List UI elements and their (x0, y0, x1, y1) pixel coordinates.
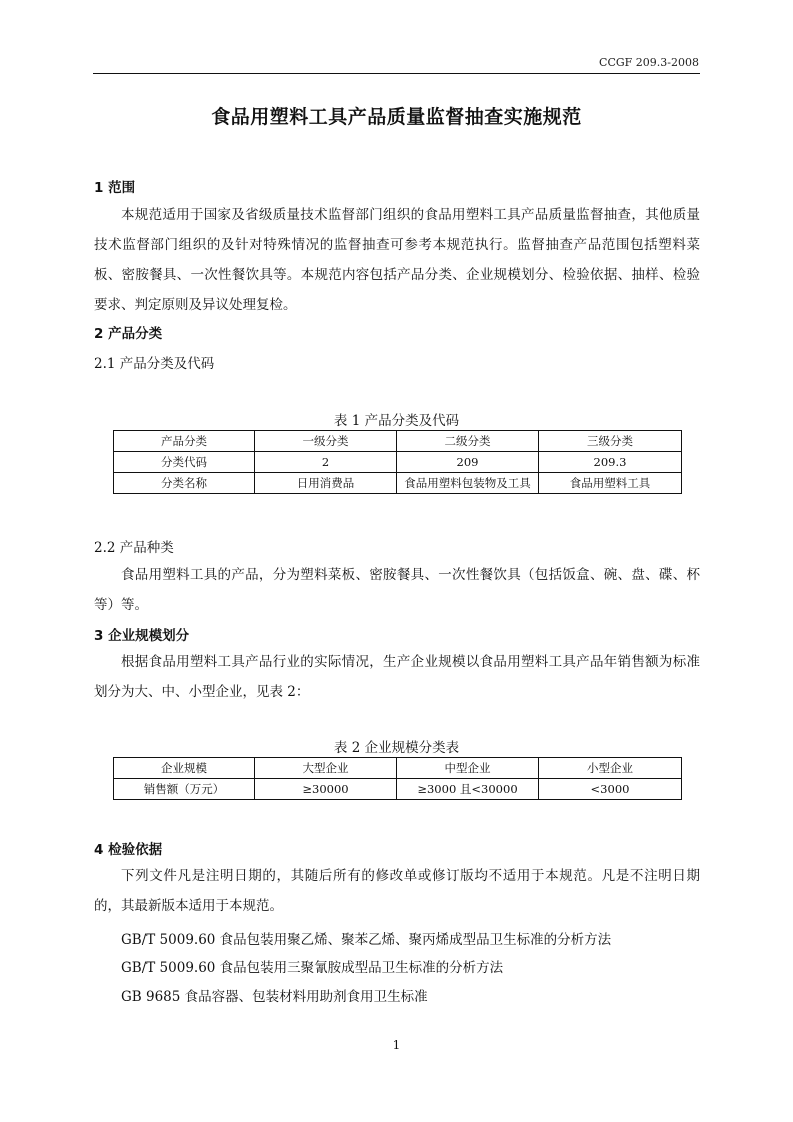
section-3-heading: 3 企业规模划分 (94, 628, 190, 644)
section-2-2-paragraph: 食品用塑料工具的产品，分为塑料菜板、密胺餐具、一次性餐饮具（包括饭盒、碗、盘、碟、杯等）等。 (94, 567, 700, 613)
reference-item: GB 9685 食品容器、包装材料用助剂食用卫生标准 (121, 989, 428, 1005)
table-2-caption: 表 2 企业规模分类表 (333, 740, 460, 756)
section-1-paragraph: 本规范适用于国家及省级质量技术监督部门组织的食品用塑料工具产品质量监督抽查，其他质量技术监督部门组织的及针对特殊情况的监督抽查可参考本规范执行。监督抽查产品范围包括塑料菜板、密胺餐具、一次性餐饮具等。本规范内容包括产品分类、企业规模划分、检验依据、抽样、检验要求、判定原则及异议处理复检。 (94, 207, 700, 313)
header-rule (93, 73, 700, 74)
table-row (114, 758, 682, 779)
table-row (114, 473, 682, 494)
table-cell: 日用消费品 (255, 473, 397, 494)
table-cell: 分类代码 (114, 452, 255, 473)
section-4-heading: 4 检验依据 (94, 842, 163, 858)
reference-item: GB/T 5009.60 食品包装用聚乙烯、聚苯乙烯、聚丙烯成型品卫生标准的分析方法 (121, 932, 612, 948)
table-cell: 209.3 (539, 452, 682, 473)
table-2 (113, 757, 682, 800)
section-1-heading: 1 范围 (94, 180, 136, 196)
document-code: CCGF 209.3-2008 (599, 56, 699, 69)
table-cell: 二级分类 (397, 431, 539, 452)
reference-item: GB/T 5009.60 食品包装用三聚氰胺成型品卫生标准的分析方法 (121, 960, 504, 976)
section-2-2-heading: 2.2 产品种类 (94, 540, 174, 556)
section-2-heading: 2 产品分类 (94, 326, 163, 342)
table-cell: 一级分类 (255, 431, 397, 452)
table-cell: 企业规模 (114, 758, 255, 779)
table-cell: ≥30000 (255, 779, 397, 800)
section-2-1-heading: 2.1 产品分类及代码 (94, 356, 215, 372)
table-cell: 分类名称 (114, 473, 255, 494)
table-cell: 中型企业 (397, 758, 539, 779)
table-row (114, 452, 682, 473)
table-cell: 产品分类 (114, 431, 255, 452)
table-cell: <3000 (539, 779, 682, 800)
table-cell: 2 (255, 452, 397, 473)
table-cell: 大型企业 (255, 758, 397, 779)
section-3-paragraph: 根据食品用塑料工具产品行业的实际情况，生产企业规模以食品用塑料工具产品年销售额为标准划分为大、中、小型企业，见表 2： (94, 654, 700, 700)
table-1-caption: 表 1 产品分类及代码 (333, 413, 460, 429)
table-cell: 销售额（万元） (114, 779, 255, 800)
table-cell: 食品用塑料工具 (539, 473, 682, 494)
table-cell: 小型企业 (539, 758, 682, 779)
page-number: 1 (392, 1038, 401, 1052)
section-4-paragraph: 下列文件凡是注明日期的，其随后所有的修改单或修订版均不适用于本规范。凡是不注明日期的，其最新版本适用于本规范。 (94, 868, 700, 914)
table-1 (113, 430, 682, 494)
table-cell: ≥3000 且<30000 (397, 779, 539, 800)
table-cell: 209 (397, 452, 539, 473)
table-row (114, 779, 682, 800)
table-row (114, 431, 682, 452)
table-cell: 三级分类 (539, 431, 682, 452)
document-title: 食品用塑料工具产品质量监督抽查实施规范 (211, 106, 582, 128)
table-cell: 食品用塑料包装物及工具 (397, 473, 539, 494)
